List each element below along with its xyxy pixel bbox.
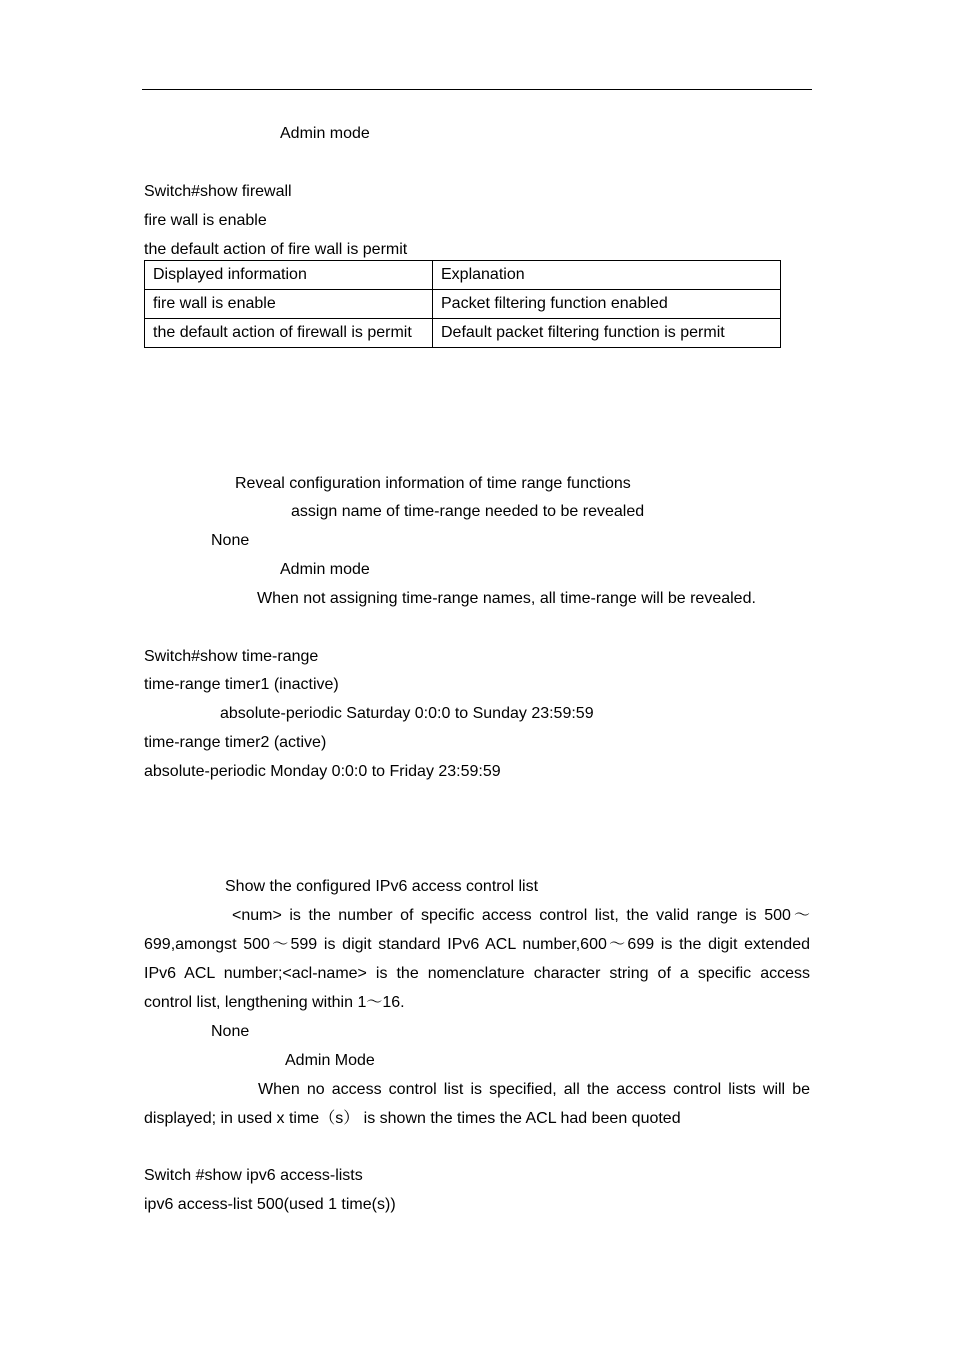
example-command-line: Switch #show ipv6 access-lists (144, 1167, 363, 1184)
section3-function: Show the configured IPv6 access control list (225, 878, 539, 895)
table-cell: fire wall is enable (145, 290, 433, 319)
section3-mode: Admin Mode (285, 1052, 375, 1069)
table-cell: Packet filtering function enabled (433, 290, 781, 319)
example-command-line: Switch#show time-range (144, 648, 319, 665)
section1-mode: Admin mode (280, 125, 370, 142)
example-output-line: ipv6 access-list 500(used 1 time(s)) (144, 1196, 396, 1213)
example-command-line: Switch#show firewall (144, 183, 292, 200)
section2-mode: Admin mode (280, 561, 370, 578)
table-row (145, 290, 781, 319)
table-header-row (145, 261, 781, 290)
table-header-cell: Displayed information (145, 261, 433, 290)
section2-default: None (211, 532, 250, 549)
example-output-line: time-range timer2 (active) (144, 734, 327, 751)
section2-usage: When not assigning time-range names, all time-range will be revealed. (257, 590, 756, 607)
table-cell: Default packet filtering function is permit (433, 319, 781, 348)
section3-parameter: <num> is the number of specific access control list, the valid range is 500～699,amongst 500～599 is digit standard IPv6 ACL number,600～699 is the digit extended IPv6 ACL number;<acl-name> is the nomenclature character string of a specific access control list, lengthening within 1～16. (144, 907, 811, 1011)
table-row (145, 319, 781, 348)
example-output-line: absolute-periodic Monday 0:0:0 to Friday 23:59:59 (144, 763, 501, 780)
section2-parameter: assign name of time-range needed to be revealed (291, 503, 645, 520)
example-output-line: fire wall is enable (144, 212, 267, 229)
table-cell: the default action of firewall is permit (145, 319, 433, 348)
example-output-line: the default action of fire wall is permit (144, 241, 408, 258)
example-output-line: absolute-periodic Saturday 0:0:0 to Sunday 23:59:59 (220, 705, 594, 722)
section2-function: Reveal configuration information of time range functions (235, 475, 631, 492)
section3-default: None (211, 1023, 250, 1040)
section3-usage: When no access control list is specified, all the access control lists will be displayed; in used x time（s） is shown the times the ACL had been quoted (144, 1081, 810, 1127)
example-output-line: time-range timer1 (inactive) (144, 676, 339, 693)
display-info-table (144, 260, 781, 348)
header-rule (142, 89, 812, 90)
table-header-cell: Explanation (433, 261, 781, 290)
